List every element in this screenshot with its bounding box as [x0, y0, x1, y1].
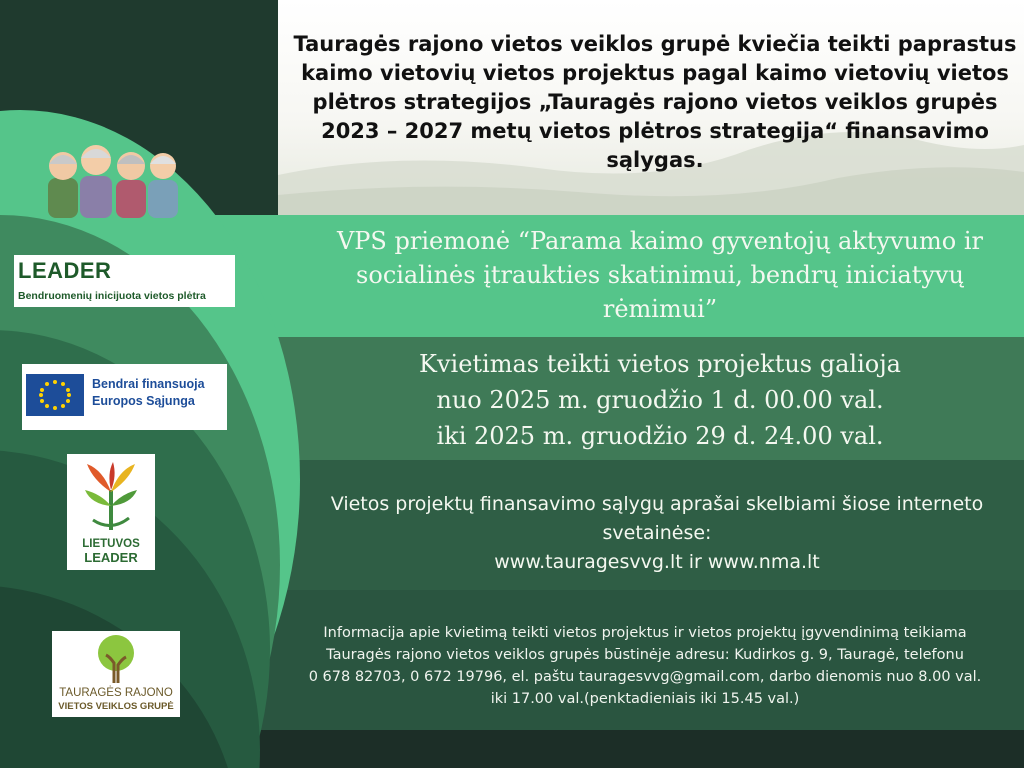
- lietuvos-leader-logo: [67, 454, 155, 570]
- call-period-line3: iki 2025 m. gruodžio 29 d. 24.00 val.: [436, 422, 884, 450]
- leader-logo-subtitle: Bendruomenių inicijuota vietos plėtra: [18, 290, 206, 302]
- tree-icon: [92, 633, 140, 685]
- taurages-vvg-line2: VIETOS VEIKLOS GRUPĖ: [58, 701, 174, 712]
- senior-figure-2-icon: [80, 145, 112, 218]
- leader-logo: [14, 255, 235, 307]
- call-period: [380, 346, 940, 454]
- lietuvos-leader-line1: LIETUVOS: [82, 538, 140, 550]
- lietuvos-leader-line2: LEADER: [84, 550, 138, 565]
- senior-figure-3-icon: [116, 152, 146, 218]
- eu-logo-line2: Europos Sąjunga: [92, 394, 195, 408]
- eu-logo-line1: Bendrai finansuoja: [92, 377, 205, 391]
- page-title: Tauragės rajono vietos veiklos grupė kviečia teikti paprastus kaimo vietovių vietos projektus pagal kaimo vietovių vietos plėtros strategijos „Tauragės rajono vietos veiklos grupės 2023 – 2027 metų vietos plėtros strategija“ finansavimo sąlygas.: [293, 32, 1017, 172]
- contact-info-line2: Tauragės rajono vietos veiklos grupės būstinėje adresu: Kudirkos g. 9, Tauragė, telefonu: [326, 647, 964, 663]
- seniors-illustration: [40, 138, 190, 218]
- contact-info-line4: iki 17.00 val.(penktadieniais iki 15.45 val.): [490, 691, 800, 707]
- call-period-line1: Kvietimas teikti vietos projektus galioja: [419, 350, 901, 378]
- measure-name: VPS priemonė “Parama kaimo gyventojų aktyvumo ir socialinės įtraukties skatinimui, bendrų iniciatyvų rėmimui”: [336, 227, 984, 323]
- websites-line1: Vietos projektų finansavimo sąlygų aprašai skelbiami šiose interneto: [330, 493, 984, 515]
- contact-info-line3: 0 678 82703, 0 672 19796, el. paštu tauragesvvg@gmail.com, darbo dienomis nuo 8.00 val.: [308, 669, 982, 685]
- senior-figure-4-icon: [148, 153, 178, 218]
- leader-logo-title: LEADER: [18, 258, 112, 283]
- call-period-line2: nuo 2025 m. gruodžio 1 d. 00.00 val.: [436, 386, 884, 414]
- websites-line2: svetainėse:: [602, 522, 712, 544]
- taurages-vvg-line1: TAURAGĖS RAJONO: [59, 687, 173, 699]
- senior-figure-1-icon: [48, 152, 78, 218]
- eu-cofunded-logo: [22, 364, 227, 430]
- websites-links[interactable]: www.tauragesvvg.lt ir www.nma.lt: [494, 551, 820, 573]
- taurages-vvg-logo: [52, 631, 180, 717]
- contact-info: [270, 622, 1020, 710]
- leader-tree-icon: [81, 460, 141, 534]
- websites-notice: [290, 490, 1024, 577]
- eu-flag-icon: [26, 374, 84, 416]
- contact-info-line1: Informacija apie kvietimą teikti vietos projektus ir vietos projektų įgyvendinimą teikiama: [323, 625, 967, 641]
